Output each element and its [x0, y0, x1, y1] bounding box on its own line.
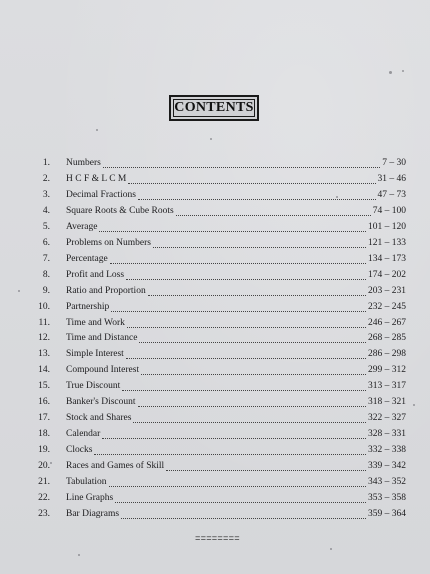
toc-entry-pages: 134 – 173 [368, 253, 406, 264]
dot-leader [166, 468, 366, 471]
toc-entry-topic: Tabulation [66, 477, 107, 487]
scan-speck [78, 554, 80, 556]
dot-leader [102, 436, 366, 439]
scan-speck [389, 71, 392, 74]
toc-entry [0, 442, 430, 458]
toc-entry-topic: Calendar [66, 429, 101, 440]
toc-entry-pages: 328 – 331 [368, 429, 406, 440]
toc-entry-pages: 353 – 358 [368, 492, 406, 503]
page-title: CONTENTS [174, 100, 254, 115]
dot-leader [127, 325, 366, 328]
dot-leader [122, 388, 366, 391]
toc-entry-number: 11. [38, 317, 50, 328]
toc-entry [0, 315, 430, 331]
dot-leader [121, 516, 366, 519]
toc-entry-pages: 174 – 202 [368, 269, 406, 280]
toc-entry-pages: 31 – 46 [377, 173, 406, 184]
toc-entry [0, 330, 430, 346]
toc-entry-number: 18. [38, 429, 50, 440]
toc-entry-number: 17. [38, 413, 50, 424]
dot-leader [126, 277, 366, 280]
toc-entry-topic: Bar Diagrams [66, 508, 120, 519]
scan-speck [330, 548, 332, 550]
toc-entry [0, 378, 430, 394]
toc-entry [0, 187, 430, 203]
toc-entry-pages: 286 – 298 [368, 349, 406, 360]
toc-entry [0, 267, 430, 283]
toc-entry [0, 362, 430, 378]
toc-entry-number: 1. [42, 158, 50, 168]
toc-entry-topic: Line Graphs [66, 492, 114, 503]
toc-entry-number: 20. [38, 461, 50, 472]
dot-leader [99, 229, 366, 232]
toc-entry-pages: 47 – 73 [377, 189, 406, 200]
toc-entry-topic: Clocks [66, 445, 93, 456]
toc-entry-topic: Profit and Loss [66, 269, 125, 280]
toc-entry-number: 6. [42, 237, 50, 248]
toc-entry-number: 3. [42, 189, 50, 200]
scan-speck [210, 138, 212, 140]
toc-entry-number: 14. [38, 365, 50, 376]
toc-entry-topic: Percentage [66, 253, 108, 264]
toc-entry-topic: Partnership [66, 301, 110, 312]
toc-entry-pages: 343 – 352 [368, 477, 406, 487]
toc-entry-number: 19. [38, 445, 50, 456]
toc-entry-pages: 121 – 133 [368, 237, 406, 248]
toc-entry-pages: 322 – 327 [368, 413, 406, 424]
end-rule: ======== [195, 534, 240, 544]
toc-entry [0, 203, 430, 219]
dot-leader [139, 340, 366, 343]
toc-entry-pages: 318 – 321 [368, 397, 406, 408]
toc-entry-pages: 101 – 120 [368, 221, 406, 232]
toc-entry-pages: 74 – 100 [372, 205, 406, 216]
toc-entry-topic: Problems on Numbers [66, 237, 151, 248]
dot-leader [126, 356, 366, 359]
scan-speck [96, 129, 98, 131]
toc-entry [0, 283, 430, 299]
toc-entry [0, 394, 430, 410]
dot-leader [110, 261, 366, 264]
toc-entry [0, 474, 430, 490]
dot-leader [94, 452, 366, 455]
toc-entry-number: 16. [38, 397, 50, 408]
dot-leader [111, 309, 366, 312]
toc-entry-topic: H C F & L C M [66, 173, 127, 184]
toc-entry-number: 8. [42, 269, 50, 280]
toc-entry-number: 15. [38, 381, 50, 392]
toc-entry [0, 299, 430, 315]
dot-leader [128, 181, 376, 184]
dot-leader [148, 293, 366, 296]
scan-speck [402, 70, 404, 72]
toc-entry-topic: True Discount [66, 381, 121, 392]
toc-entry-topic: Compound Interest [66, 365, 140, 376]
toc-entry-number: 7. [42, 253, 50, 264]
toc-entry-pages: 332 – 338 [368, 445, 406, 456]
toc-entry [0, 426, 430, 442]
dot-leader [103, 165, 380, 168]
toc-entry [0, 235, 430, 251]
toc-entry [0, 155, 430, 171]
toc-entry-number: 9. [42, 285, 50, 296]
toc-entry-topic: Decimal Fractions [66, 189, 136, 200]
toc-entry-pages: 232 – 245 [368, 301, 406, 312]
toc-entry-topic: Stock and Shares [66, 413, 132, 424]
toc-entry-topic: Square Roots & Cube Roots [66, 205, 174, 216]
toc-entry [0, 490, 430, 506]
dot-leader [115, 500, 366, 503]
toc-entry-pages: 203 – 231 [368, 285, 406, 296]
toc-entry-topic: Simple Interest [66, 349, 124, 360]
toc-entry-number: 5. [42, 221, 50, 232]
toc-entry-number: 12. [38, 333, 50, 344]
contents-title-box [169, 95, 259, 121]
toc-entry-number: 4. [42, 205, 50, 216]
dot-leader [141, 372, 366, 375]
toc-entry-pages: 246 – 267 [368, 317, 406, 328]
toc-entry [0, 251, 430, 267]
dot-leader [109, 484, 366, 487]
toc-entry-number: 22. [38, 492, 50, 503]
dot-leader [138, 404, 366, 407]
toc-entry-pages: 7 – 30 [382, 158, 406, 168]
toc-entry-topic: Time and Work [66, 317, 125, 328]
dot-leader [138, 197, 376, 200]
toc-entry-pages: 313 – 317 [368, 381, 406, 392]
toc-entry [0, 506, 430, 522]
toc-entry-number: 10. [38, 301, 50, 312]
dot-leader [133, 420, 366, 423]
toc-entry-topic: Races and Games of Skill [66, 461, 165, 472]
toc-entry-pages: 359 – 364 [368, 508, 406, 519]
toc-entry-pages: 339 – 342 [368, 461, 406, 472]
toc-entry-number: 23. [38, 508, 50, 519]
toc-entry-topic: Average [66, 221, 98, 232]
toc-entry-pages: 299 – 312 [368, 365, 406, 376]
toc-entry-topic: Ratio and Proportion [66, 285, 146, 296]
toc-entry [0, 171, 430, 187]
dot-leader [153, 245, 366, 248]
toc-entry-topic: Numbers [66, 158, 101, 168]
toc-entry [0, 346, 430, 362]
toc-entry [0, 410, 430, 426]
toc-entry [0, 219, 430, 235]
dot-leader [176, 213, 371, 216]
toc-entry-number: 13. [38, 349, 50, 360]
toc-entry [0, 458, 430, 474]
toc-entry-topic: Time and Distance [66, 333, 138, 344]
toc-entry-number: 2. [42, 173, 50, 184]
toc-entry-number: 21. [38, 477, 50, 487]
toc-entry-topic: Banker's Discount [66, 397, 136, 408]
toc-entry-pages: 268 – 285 [368, 333, 406, 344]
